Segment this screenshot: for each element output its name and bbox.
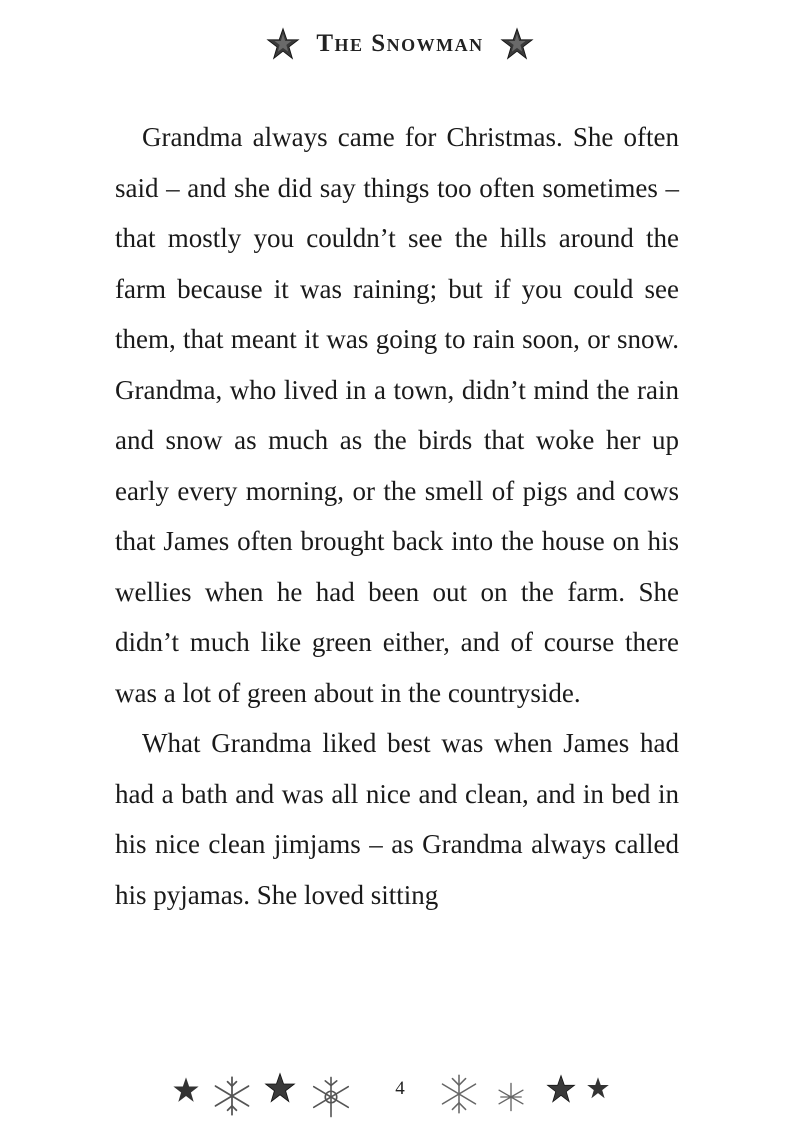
page-number: 4: [395, 1078, 405, 1099]
star-icon: [172, 1076, 200, 1104]
paragraph: Grandma always came for Christmas. She often said – and she did say things too often sometimes – that mostly you couldn’t see the hills around the farm because it was raining; but if you could see them, that meant it was going to rain soon, or snow. Grandma, who lived in a town, didn’t mind the rain and snow as much as the birds that woke her up early every morning, or the smell of pigs and cows that James often brought back into the house on his wellies when he had been out on the farm. She didn’t much like green either, and of course there was a lot of green about in the countryside.: [115, 122, 679, 708]
star-icon: [264, 1072, 296, 1104]
paragraph: What Grandma liked best was when James had had a bath and was all nice and clean, and in bed in his nice clean jimjams – as Grandma always called his pyjamas. She loved sitting: [115, 728, 679, 910]
book-title: The Snowman: [316, 30, 484, 57]
snowflake-icon: [306, 1074, 356, 1120]
snowflake-icon: [494, 1080, 528, 1114]
star-icon: [500, 27, 534, 61]
star-icon: [586, 1076, 610, 1100]
body-text: [115, 112, 679, 920]
star-icon: [546, 1074, 576, 1104]
snowflake-icon: [210, 1074, 254, 1118]
running-header: [0, 24, 800, 64]
snowflake-icon: [434, 1072, 484, 1116]
star-icon: [266, 27, 300, 61]
